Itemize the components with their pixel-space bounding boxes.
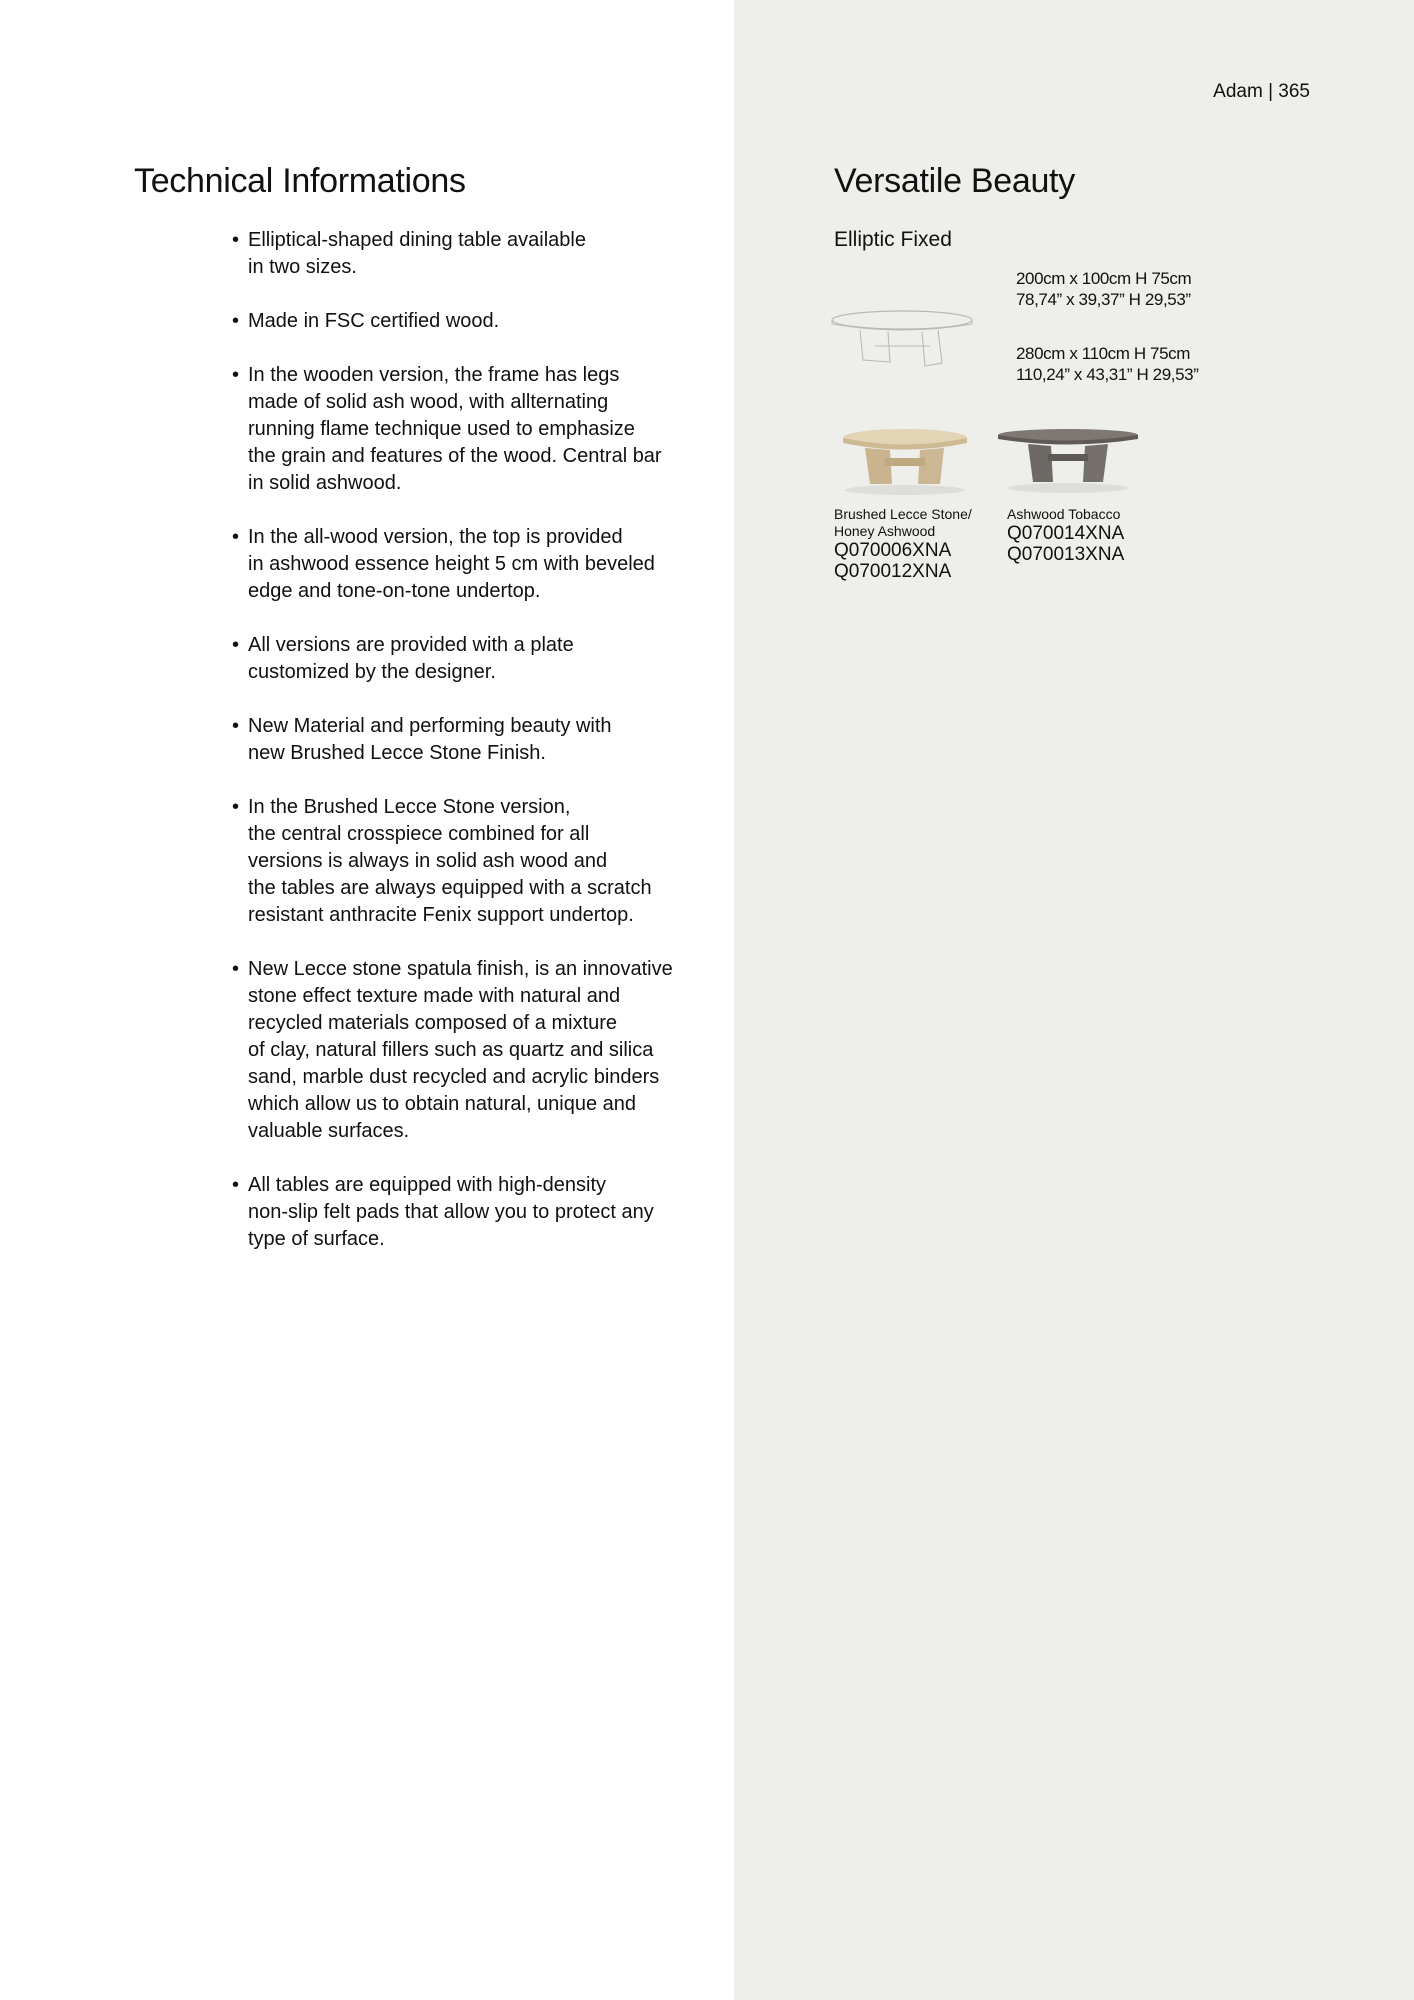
list-item-text: In the all-wood version, the top is provided in ashwood essence height 5 cm with beveled edge and tone-on-tone undertop.	[248, 526, 655, 602]
product-code: Q070013XNA	[1007, 544, 1125, 565]
technical-info-title: Technical Informations	[134, 162, 466, 200]
list-item-text: All tables are equipped with high-density non-slip felt pads that allow you to protect any type of surface.	[248, 1174, 654, 1250]
bullet-icon: •	[232, 715, 240, 737]
finish-name: Ashwood Tobacco	[1007, 506, 1121, 522]
product-code: Q070006XNA	[834, 540, 952, 561]
bullet-icon: •	[232, 310, 240, 332]
bullet-icon: •	[232, 796, 240, 818]
list-item	[232, 227, 712, 281]
list-item	[232, 524, 712, 605]
list-item-text: New Lecce stone spatula finish, is an innovative stone effect texture made with natural and recycled materials composed of a mixture of clay, natural fillers such as quartz and silica sand, marble dust recycled and acrylic binders which allow us to obtain natural, unique and valuable surfaces.	[248, 958, 673, 1142]
list-item-text: All versions are provided with a plate customized by the designer.	[248, 634, 574, 683]
table-honey-ashwood-image	[830, 420, 980, 500]
size-option-small	[1016, 268, 1191, 310]
list-item-text: New Material and performing beauty with new Brushed Lecce Stone Finish.	[248, 715, 612, 764]
finish-brushed-lecce-stone	[834, 506, 972, 582]
list-item	[232, 362, 712, 497]
list-item	[232, 956, 712, 1145]
bullet-icon: •	[232, 364, 240, 386]
list-item-text: Elliptical-shaped dining table available in two sizes.	[248, 229, 586, 278]
product-subtitle: Elliptic Fixed	[834, 228, 952, 251]
bullet-icon: •	[232, 1174, 240, 1196]
bullet-icon: •	[232, 526, 240, 548]
list-item	[232, 794, 712, 929]
size-metric: 280cm x 110cm H 75cm	[1016, 344, 1191, 363]
size-option-large	[1016, 343, 1198, 385]
list-item-text: Made in FSC certified wood.	[248, 310, 500, 332]
bullet-icon: •	[232, 958, 240, 980]
product-code: Q070014XNA	[1007, 523, 1125, 544]
table-ashwood-tobacco-image	[993, 420, 1143, 500]
size-imperial: 78,74” x 39,37” H 29,53”	[1016, 290, 1191, 309]
product-code: Q070012XNA	[834, 561, 952, 582]
technical-info-list	[232, 227, 712, 1280]
list-item-text: In the Brushed Lecce Stone version, the central crosspiece combined for all versions is always in solid ash wood and the tables are always equipped with a scratch resistant anthracite Fenix support undertop.	[248, 796, 652, 926]
versatile-beauty-title: Versatile Beauty	[834, 162, 1075, 200]
list-item	[232, 713, 712, 767]
table-line-drawing-icon	[830, 300, 975, 378]
finish-ashwood-tobacco	[1007, 506, 1124, 565]
size-imperial: 110,24” x 43,31” H 29,53”	[1016, 365, 1199, 384]
page-number: Adam | 365	[1213, 81, 1310, 102]
size-metric: 200cm x 100cm H 75cm	[1016, 269, 1192, 288]
list-item	[232, 308, 712, 335]
finish-name: Brushed Lecce Stone/ Honey Ashwood	[834, 506, 972, 539]
list-item	[232, 632, 712, 686]
bullet-icon: •	[232, 229, 240, 251]
list-item-text: In the wooden version, the frame has legs made of solid ash wood, with allternating running flame technique used to emphasize the grain and features of the wood. Central bar in solid ashwood.	[248, 364, 662, 494]
list-item	[232, 1172, 712, 1253]
bullet-icon: •	[232, 634, 240, 656]
